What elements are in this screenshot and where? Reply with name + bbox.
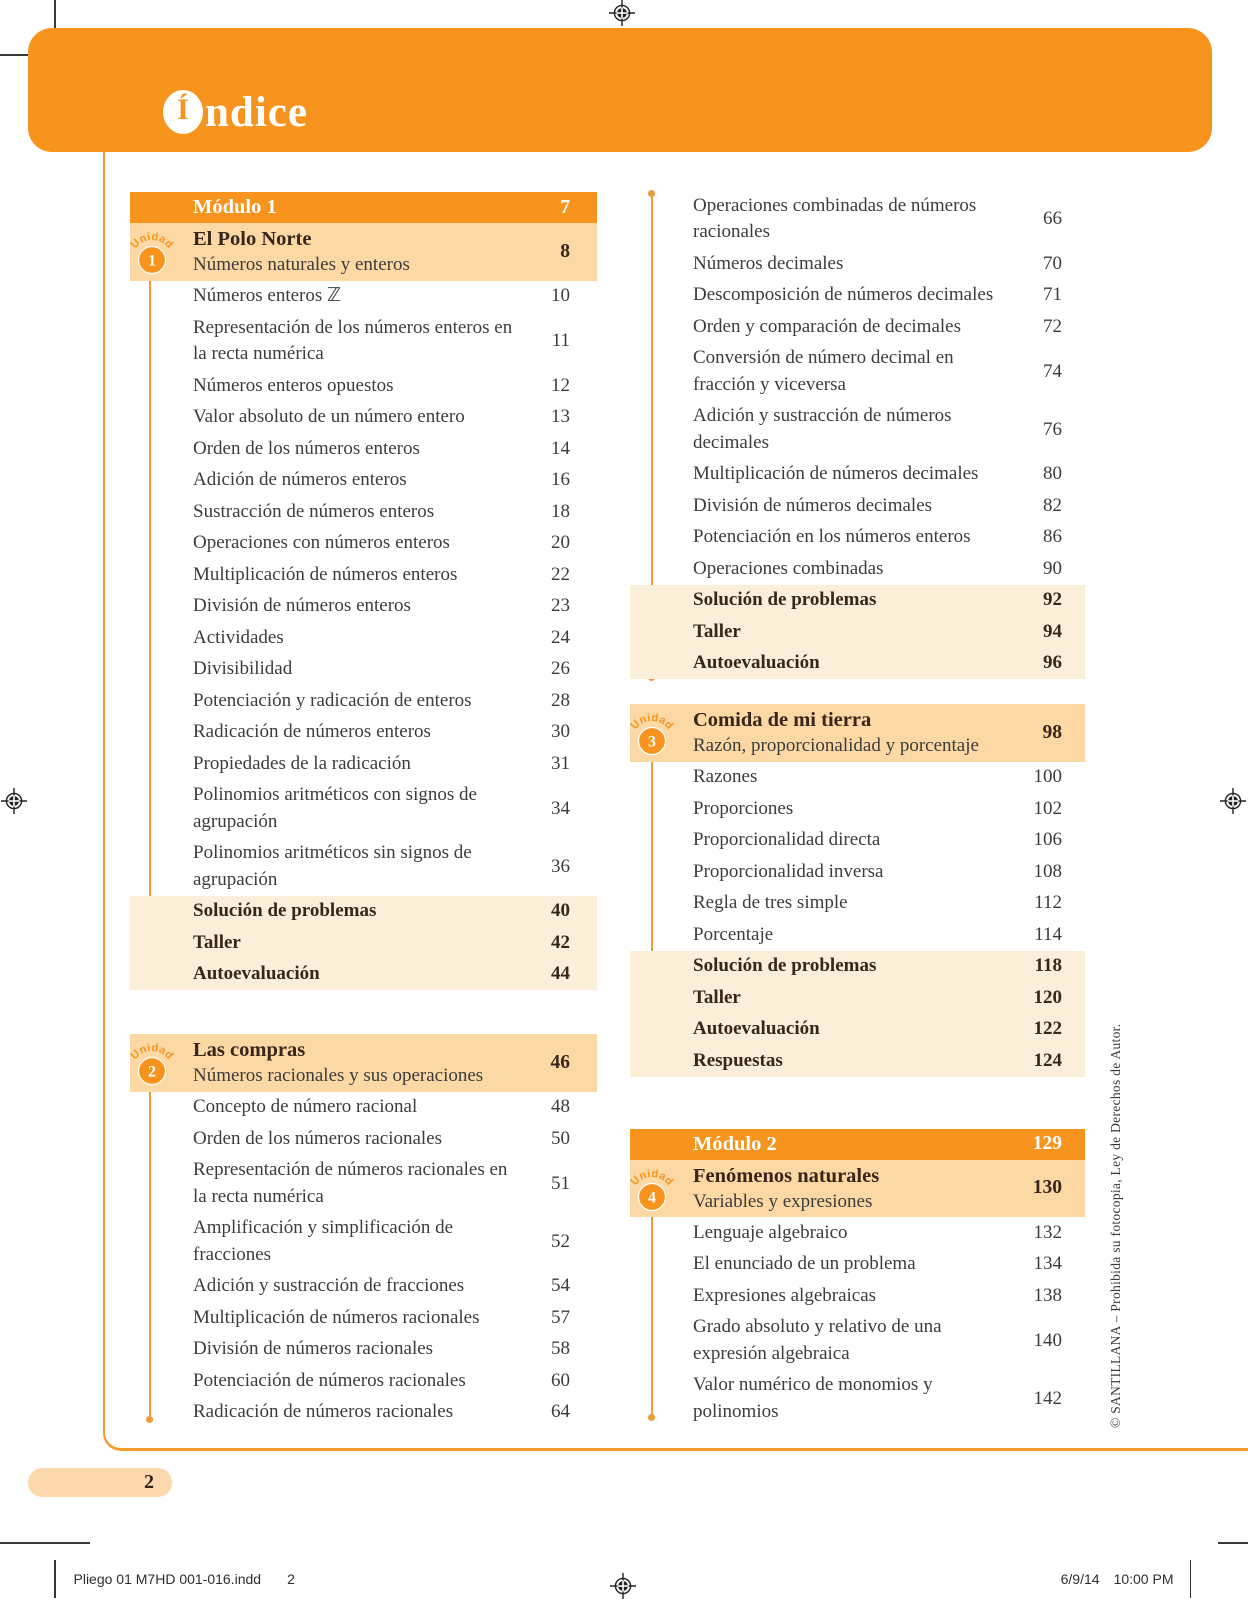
toc-entry-label: Propiedades de la radicación: [193, 752, 411, 774]
toc-entry-row: [130, 685, 597, 717]
toc-entry-label: Concepto de número racional: [193, 1096, 418, 1117]
toc-entry-row: [130, 433, 597, 465]
toc-entry-page: 12: [551, 374, 570, 396]
toc-entry-page: 82: [1043, 494, 1062, 516]
toc-entry-page: 120: [1033, 986, 1062, 1008]
page-number: 2: [144, 1471, 154, 1493]
toc-entry-page: 24: [551, 626, 570, 648]
toc-entry-page: 64: [551, 1401, 570, 1423]
toc-entry-page: 48: [551, 1096, 570, 1118]
toc-entry-row: [630, 825, 1085, 857]
toc-entry-page: 18: [551, 500, 570, 522]
toc-entry-row: [130, 780, 597, 838]
toc-entry-row: [630, 1217, 1085, 1249]
toc-entry-page: 76: [1043, 418, 1062, 440]
toc-entry-page: 124: [1033, 1049, 1062, 1071]
toc-entry-label: Razones: [693, 766, 758, 787]
header-banner: [28, 28, 1212, 152]
unit-badge-word: Unidad: [128, 1041, 176, 1062]
toc-entry-row: [130, 838, 597, 896]
toc-entry-page: 60: [551, 1369, 570, 1391]
toc-entry-row: [130, 402, 597, 434]
title-initial: Í: [177, 93, 189, 126]
unit-number: 2: [148, 1063, 156, 1081]
toc-entry-label: Proporcionalidad inversa: [693, 860, 884, 882]
toc-entry-row: [130, 1271, 597, 1303]
toc-entry-row: [630, 793, 1085, 825]
toc-entry-page: 31: [551, 752, 570, 774]
unit-text: [693, 1163, 1018, 1215]
toc-entry-page: 36: [551, 855, 570, 877]
toc-entry-page: 58: [551, 1338, 570, 1360]
unit-badge: [620, 1146, 676, 1206]
toc-entry-label: Polinomios aritméticos sin signos de agrupación: [193, 842, 472, 890]
toc-entry-row: [630, 951, 1085, 983]
toc-entry-page: 71: [1043, 284, 1062, 306]
toc-entry-label: Respuestas: [693, 1049, 783, 1071]
toc-entry-row: [630, 401, 1085, 459]
toc-entry-row: [630, 585, 1085, 617]
unit-title: Fenómenos naturales: [693, 1164, 880, 1187]
footer-tick: [54, 1560, 56, 1598]
toc-entry-label: Divisibilidad: [193, 658, 293, 679]
toc-entry-row: [130, 748, 597, 780]
unit-title: Las compras: [193, 1039, 306, 1061]
toc-entry-page: 57: [551, 1306, 570, 1328]
toc-entry-page: 13: [551, 406, 570, 428]
toc-entry-page: 70: [1043, 252, 1062, 274]
toc-entry-page: 51: [551, 1172, 570, 1194]
toc-entry-page: 72: [1043, 315, 1062, 337]
toc-entry-label: Potenciación y radicación de enteros: [193, 689, 472, 711]
module-page: 7: [560, 196, 570, 218]
toc-entry-label: Multiplicación de números racionales: [193, 1306, 480, 1328]
toc-entry-page: 100: [1033, 766, 1062, 788]
unit-badge: [620, 690, 676, 750]
toc-entry-row: [130, 591, 597, 623]
toc-entry-row: [630, 888, 1085, 920]
toc-entry-label: Expresiones algebraicas: [693, 1284, 877, 1306]
print-footer-right: [1061, 1560, 1191, 1598]
unit-subtitle: Números naturales y enteros: [193, 254, 410, 275]
module-page: 129: [1032, 1133, 1062, 1154]
toc-entry-label: Representación de números racionales en la recta numérica: [193, 1159, 508, 1207]
toc-entry-row: [130, 370, 597, 402]
toc-entry-row: [130, 1397, 597, 1429]
unit-subtitle: Números racionales y sus operaciones: [193, 1065, 484, 1086]
toc-entry-row: [630, 1249, 1085, 1281]
toc-entry-row: [130, 1302, 597, 1334]
toc-entry-page: 50: [551, 1127, 570, 1149]
toc-entry-row: [630, 1370, 1085, 1428]
toc-entry-label: Operaciones con números enteros: [193, 532, 450, 553]
toc-entry-row: [630, 311, 1085, 343]
toc-entry-label: Conversión de número decimal en fracción y viceversa: [693, 347, 954, 395]
toc-entry-row: [630, 1045, 1085, 1077]
registration-mark-icon: [1, 788, 27, 814]
toc-entry-row: [130, 496, 597, 528]
toc-entry-label: Regla de tres simple: [693, 892, 848, 913]
toc-entry-page: 10: [551, 285, 570, 307]
toc-entry-label: Autoevaluación: [693, 1018, 820, 1039]
toc-entry-page: 34: [551, 797, 570, 819]
unit-page: 8: [560, 240, 570, 262]
toc-entry-label: Adición y sustracción de fracciones: [193, 1275, 465, 1296]
toc-entry-label: Adición de números enteros: [193, 469, 407, 490]
toc-entry-page: 132: [1033, 1221, 1062, 1243]
toc-entry-row: [630, 280, 1085, 312]
unit-number: 3: [648, 733, 656, 751]
toc-entry-page: 138: [1033, 1284, 1062, 1306]
column-gap: [630, 679, 1085, 704]
page-title: [163, 86, 308, 137]
title-rest: ndice: [205, 89, 308, 136]
unit-text: [693, 707, 1018, 759]
toc-entry-page: 52: [551, 1230, 570, 1252]
toc-entry-label: Porcentaje: [693, 923, 774, 945]
toc-entry-label: Solución de problemas: [193, 900, 377, 921]
unit-badge: [120, 209, 176, 269]
toc-entry-page: 134: [1033, 1253, 1062, 1275]
toc-entry-row: [630, 553, 1085, 585]
toc-entry-row: [130, 1213, 597, 1271]
toc-entry-label: Grado absoluto y relativo de una expresión algebraica: [693, 1316, 942, 1364]
toc-entry-page: 20: [551, 532, 570, 554]
toc-entry-row: [630, 190, 1085, 248]
toc-column-right: [630, 190, 1085, 1428]
toc-entry-row: [630, 248, 1085, 280]
module-title: Módulo 1: [193, 196, 277, 218]
unit-subtitle: Razón, proporcionalidad y porcentaje: [693, 735, 979, 756]
toc-entry-label: Adición y sustracción de números decimales: [693, 405, 952, 453]
toc-entry-label: División de números enteros: [193, 595, 411, 616]
toc-entry-page: 44: [551, 963, 570, 985]
toc-entry-label: Autoevaluación: [693, 652, 820, 673]
toc-entry-row: [130, 281, 597, 313]
crop-mark: [1218, 1542, 1248, 1544]
unit-page: 46: [550, 1051, 570, 1073]
toc-entry-label: Multiplicación de números enteros: [193, 563, 458, 585]
toc-entry-page: 42: [551, 931, 570, 953]
unit-text: [193, 226, 526, 278]
unit-text: [193, 1037, 526, 1089]
column-gap: [630, 1077, 1085, 1129]
footer-tick: [1190, 1560, 1192, 1598]
unit-page: 130: [1032, 1177, 1062, 1199]
unit-number: 4: [648, 1189, 656, 1206]
toc-entry-row: [630, 343, 1085, 401]
toc-entry-page: 118: [1034, 955, 1062, 977]
toc-entry-label: Radicación de números enteros: [193, 721, 431, 742]
unit-header-row: [130, 223, 597, 281]
toc-entry-label: Lenguaje algebraico: [693, 1221, 848, 1243]
toc-entry-page: 74: [1043, 360, 1062, 382]
toc-entry-page: 140: [1033, 1329, 1062, 1351]
toc-entry-page: 96: [1043, 652, 1062, 674]
registration-mark-icon: [609, 0, 635, 26]
crop-mark: [54, 0, 56, 28]
toc-entry-page: 94: [1043, 620, 1062, 642]
print-time: 10:00 PM: [1113, 1571, 1174, 1587]
toc-entry-row: [130, 654, 597, 686]
toc-column-left: [130, 192, 597, 1428]
toc-entry-page: 28: [551, 689, 570, 711]
toc-entry-label: Orden y comparación de decimales: [693, 315, 961, 337]
toc-entry-row: [130, 896, 597, 928]
toc-entry-page: 66: [1043, 208, 1062, 229]
toc-entry-row: [130, 717, 597, 749]
column-gap: [130, 990, 597, 1034]
print-footer-left: [54, 1560, 295, 1598]
toc-entry-row: [630, 982, 1085, 1014]
toc-entry-label: Representación de los números enteros en la recta numérica: [193, 316, 513, 364]
toc-entry-page: 22: [551, 563, 570, 585]
toc-entry-label: Taller: [693, 620, 741, 642]
toc-entry-page: 23: [551, 595, 570, 617]
toc-entry-page: 16: [551, 469, 570, 491]
toc-entry-page: 108: [1033, 860, 1062, 882]
toc-entry-row: [130, 312, 597, 370]
toc-entry-row: [630, 616, 1085, 648]
toc-entry-label: Actividades: [193, 626, 284, 648]
toc-entry-page: 112: [1034, 892, 1062, 914]
unit-badge-word: Unidad: [628, 711, 676, 732]
toc-entry-row: [130, 959, 597, 991]
crop-mark: [0, 1542, 90, 1544]
toc-entry-label: Valor numérico de monomios y polinomios: [693, 1374, 933, 1422]
toc-entry-label: División de números racionales: [193, 1338, 434, 1359]
toc-entry-row: [630, 522, 1085, 554]
toc-entry-row: [130, 528, 597, 560]
module-header-row: [630, 1129, 1085, 1160]
toc-entry-label: Números enteros opuestos: [193, 374, 394, 396]
toc-entry-label: Orden de los números racionales: [193, 1127, 443, 1149]
unit-header-row: [130, 1034, 597, 1092]
print-page-indicator: 2: [287, 1571, 295, 1587]
toc-entry-row: [630, 919, 1085, 951]
page-number-pill: [28, 1468, 172, 1497]
registration-mark-icon: [610, 1573, 636, 1599]
print-filename: Pliego 01 M7HD 001-016.indd: [73, 1571, 262, 1587]
title-initial-circle: [163, 90, 203, 134]
toc-entry-label: Proporciones: [693, 797, 794, 819]
toc-entry-label: Descomposición de números decimales: [693, 284, 994, 305]
toc-entry-page: 102: [1033, 797, 1062, 819]
toc-entry-label: Autoevaluación: [193, 963, 320, 984]
toc-entry-row: [130, 1123, 597, 1155]
toc-entry-label: Potenciación de números racionales: [193, 1369, 466, 1391]
unit-header-row: [630, 1160, 1085, 1218]
toc-entry-page: 54: [551, 1275, 570, 1297]
toc-entry-row: [630, 856, 1085, 888]
toc-entry-page: 11: [551, 330, 570, 351]
unit-badge-word: Unidad: [128, 230, 176, 251]
toc-entry-row: [130, 927, 597, 959]
toc-entry-row: [630, 648, 1085, 680]
toc-entry-label: Potenciación en los números enteros: [693, 526, 971, 547]
toc-entry-label: Operaciones combinadas: [693, 557, 884, 579]
unit-title: El Polo Norte: [193, 228, 312, 250]
toc-entry-row: [630, 1280, 1085, 1312]
unit-badge-word: Unidad: [628, 1167, 676, 1188]
toc-entry-page: 92: [1043, 589, 1062, 611]
toc-entry-row: [130, 465, 597, 497]
toc-entry-label: División de números decimales: [693, 494, 933, 516]
toc-entry-label: Radicación de números racionales: [193, 1401, 454, 1422]
crop-mark: [0, 54, 28, 56]
toc-entry-label: Números enteros ℤ: [193, 285, 342, 306]
toc-entry-row: [630, 459, 1085, 491]
toc-entry-row: [630, 490, 1085, 522]
unit-badge: [120, 1020, 176, 1080]
toc-entry-row: [130, 1155, 597, 1213]
toc-entry-row: [630, 762, 1085, 794]
toc-entry-row: [130, 1334, 597, 1366]
toc-entry-label: Solución de problemas: [693, 955, 877, 976]
toc-entry-page: 14: [551, 437, 570, 459]
toc-entry-label: Taller: [693, 986, 741, 1008]
toc-entry-row: [130, 622, 597, 654]
unit-title: Comida de mi tierra: [693, 709, 872, 731]
toc-entry-page: 106: [1033, 829, 1062, 851]
toc-entry-label: Valor absoluto de un número entero: [193, 406, 465, 427]
toc-entry-label: Amplificación y simplificación de fracciones: [193, 1217, 454, 1265]
toc-entry-page: 86: [1043, 526, 1062, 548]
toc-entry-page: 30: [551, 721, 570, 743]
toc-entry-row: [130, 559, 597, 591]
toc-entry-label: Multiplicación de números decimales: [693, 463, 979, 484]
module-header-row: [130, 192, 597, 223]
unit-page: 98: [1042, 721, 1062, 743]
toc-entry-label: El enunciado de un problema: [693, 1253, 916, 1274]
unit-number: 1: [148, 252, 156, 270]
toc-entry-label: Proporcionalidad directa: [693, 829, 881, 850]
toc-entry-page: 122: [1033, 1018, 1062, 1040]
toc-entry-page: 26: [551, 658, 570, 680]
toc-entry-page: 90: [1043, 557, 1062, 579]
toc-entry-label: Sustracción de números enteros: [193, 500, 435, 522]
unit-subtitle: Variables y expresiones: [693, 1190, 873, 1212]
toc-entry-page: 142: [1033, 1387, 1062, 1409]
toc-entry-label: Operaciones combinadas de números racionales: [693, 194, 977, 242]
toc-entry-row: [630, 1312, 1085, 1370]
toc-entry-row: [130, 1365, 597, 1397]
toc-entry-label: Taller: [193, 931, 241, 953]
toc-entry-label: Polinomios aritméticos con signos de agrupación: [193, 784, 477, 832]
toc-entry-page: 114: [1034, 923, 1062, 945]
toc-entry-label: Orden de los números enteros: [193, 437, 420, 459]
print-date: 6/9/14: [1060, 1571, 1100, 1587]
toc-entry-row: [630, 1014, 1085, 1046]
copyright-sidebar-text: © SANTILLANA – Prohibida su fotocopia, Ley de Derechos de Autor.: [1108, 1023, 1123, 1428]
toc-entry-page: 80: [1043, 463, 1062, 485]
toc-entry-row: [130, 1092, 597, 1124]
unit-header-row: [630, 704, 1085, 762]
toc-entry-page: 40: [551, 900, 570, 922]
module-title: Módulo 2: [693, 1132, 777, 1155]
toc-entry-label: Números decimales: [693, 252, 844, 274]
toc-entry-label: Solución de problemas: [693, 589, 877, 610]
